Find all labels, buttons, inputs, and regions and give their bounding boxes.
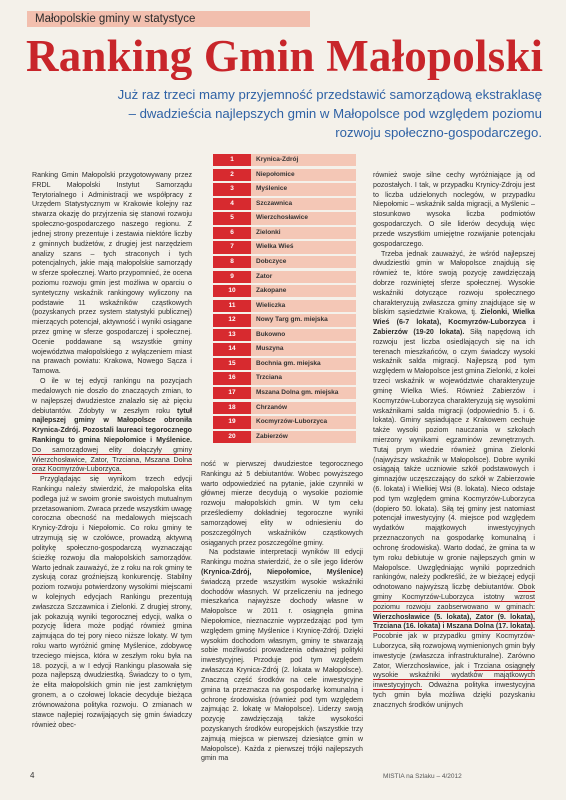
rank-number: 13 xyxy=(213,329,251,341)
municipality-name: Muszyna xyxy=(251,343,356,355)
highlight-text: Zielonki, Wielka Wieś (6-7 lokata), Kocmyrzów-Luborzyca i Zabierzów (19-20 lokata). xyxy=(373,308,535,336)
municipality-name: Bochnia gm. miejska xyxy=(251,358,356,370)
rank-number: 8 xyxy=(213,256,251,268)
paragraph: Na podstawie interpretacji wyników III edycji Rankingu można stwierdzić, że o sile jego liderów (Krynica-Zdrój, Niepołomice, Myślenice) świadczą przede wszystkim wysokie wskaźniki dochodów własnych. W przeliczeniu na jednego mieszkańca najwyższe dochody własne w Małopolsce w 2011 r. osiągnęła gmina Niepołomice, nieznacznie wyprzedzając pod tym względem gminę Myślenice i Krynicę-Zdrój. Dzięki wysokim dochodom własnym, gminy te stwarzają sobie możliwości prowadzenia odważnej polityki inwestycyjnej. Przoduje pod tym względem zwłaszcza Krynica-Zdrój (2. lokata w Małopolsce). Znaczną część środków na cele inwestycyjne gmina ta przeznacza na gospodarkę komunalną i ochronę środowiska (również pod tym względem zajmując 2. lokatę w Małopolsce). Liderzy swoją pozycję zawdzięczają także wysokości pozyskanych środków europejskich (wszystkie trzy zajmują miejsca w pierwszej dziesiątce gmin w Małopolsce). Każda z pierwszej trójki najlepszych gmin ma xyxy=(201,548,363,763)
paragraph: Przyglądając się wynikom trzech edycji Rankingu należy stwierdzić, że małopolska elita podlega już w swoim gronie swoistych mutualnym przetasowaniom. Zwraca przede wszystkim uwagę coroczna obecność na medalowych miejscach Krynicy-Zdroju i Niepołomic. Co roku gminy te utrzymują się w czołówce, prowadzą aktywną politykę społeczno-gospodarczą wyznaczając ścieżkę rozwoju dla małopolskich samorządów. Warto jednak zauważyć, że z roku na rok gminy te zyskują coraz groźniejszą konkurencję. Stabilny poziom rozwoju potwierdzony wysokimi miejscami w kolejnych edycjach Rankingu prezentują zwłaszcza Szczawnica i Zielonki. Z drugiej strony, jak pokazują wyniki tegorocznej edycji, walka o pozycję lidera może podjąć również gmina zajmująca do tej pory nieco niższe lokaty. W tym roku warto wyróżnić gminę Myślenice, zdobywcę trzeciego miejsca, która w zeszłym roku była na 18. pozycji, a w I edycji Rankingu plasowała się poza najlepszą dwudziestką. Świadczy to o tym, że elita małopolskich gmin nie jest zamkniętym gronem, a o czołowej lokacie decyduje bieżąca zrównoważona polityka rozwoju. O zmianach w stawce najlepiej rozwijających się gmin świadczy również obec- xyxy=(32,475,192,729)
paragraph: Ranking Gmin Małopolski przygotowywany przez FRDL Małopolski Instytut Samorządu Terytorialnego i Administracji we współpracy z Urzędem Statystycznym w Krakowie kolejny raz stwarza okazję do przyjrzenia się stanowi rozwoju społeczno-gospodarczego naszego regionu. Z jednej strony prezentuje i zestawia niektóre liczby z gminnych budżetów, z drugiej jest narzędziem analizy szans – tych straconych i tych potencjalnych, jakie mają małopolskie samorządy w sferze społecznej. Warto przypomnieć, że ocena poziomu rozwoju gmin jest możliwa w oparciu o syntetyczny wskaźnik rankingowy wyliczony na podstawie 11 wskaźników cząstkowych (pozyskanych przez system statystyki publicznej) mierzących potencjał, aktywność i wyniki osiągane przez gminę w sferze gospodarczej i społecznej. Ocenie poddawane są wszystkie gminy województwa małopolskiego z wyłączeniem miast na prawach powiatu: Krakowa, Nowego Sącza i Tarnowa. xyxy=(32,171,192,376)
article-title: Ranking Gmin Małopolski xyxy=(26,32,544,80)
ranking-row xyxy=(213,416,356,428)
ranking-row xyxy=(213,183,356,195)
municipality-name: Wieliczka xyxy=(251,300,356,312)
highlight-text: tytuł najlepszej gminy w Małopolsce obroniła Krynica-Zdrój. Pozostali laureaci tegorocznego Rankingu to gmina Niepołomice i Myślenice. xyxy=(32,406,192,444)
ranking-row xyxy=(213,402,356,414)
rank-number: 5 xyxy=(213,212,251,224)
rank-number: 7 xyxy=(213,241,251,253)
rank-number: 4 xyxy=(213,198,251,210)
ranking-row xyxy=(213,256,356,268)
ranking-row xyxy=(213,372,356,384)
rank-number: 15 xyxy=(213,358,251,370)
ranking-row xyxy=(213,431,356,443)
ranking-row xyxy=(213,314,356,326)
rank-number: 11 xyxy=(213,300,251,312)
municipality-name: Krynica-Zdrój xyxy=(251,154,356,166)
text-column-2 xyxy=(201,460,363,774)
text-column-1 xyxy=(32,171,192,774)
text-column-3 xyxy=(373,171,535,774)
paragraph: Trzeba jednak zauważyć, że wśród najlepszej dwudziestki gmin w Małopolsce znajdują się również te, które swoją pozycję zawdzięczają dobrze rozwiniętej sferze społecznej. Wysokie wskaźniki dotyczące rozwoju społecznego charakteryzują zwłaszcza gminy znajdujące się w bliskim sąsiedztwie Krakowa, tj. Zielonki, Wielka Wieś (6-7 lokata), Kocmyrzów-Luborzyca i Zabierzów (19-20 lokata). Siłą napędową ich rozwoju jest liczba osiedlających się na ich terenach mieszkańców, o czym świadczy wysoki wskaźnik salda migracji. Najlepszą pod tym względem w Małopolsce jest gmina Zielonki, z kolei trzeci wskaźnik w województwie charakteryzuje gminę Wielka Wieś. Również Zabierzów i Kocmyrzów-Luborzyca charakteryzują się wysokimi wskaźnikami salda migracji (odpowiednio 5. i 6. lokata). Gminy sąsiadujące z Krakowem cechuje także wysoki poziom nauczania w szkołach mierzony wynikami egzaminów zewnętrznych. Tutaj prym wiedzie również gmina Zielonki (najwyższy wskaźnik w Małopolsce). Dobre wyniki osiągają także uczniowie szkół podstawowych i gimnazjów uczęszczający do szkół w Zabierzowie (6. lokata) i Wielkiej Wsi (8. lokata). Nieco odstaje pod tym względem gmina Kocmyrzów-Luborzyca (dopiero 50. lokata). Siłą tej gminy jest natomiast potencjał inwestycyjny (4. miejsce pod względem wydatków majątkowych inwestycyjnych przeznaczonych na gospodarkę komunalną i ochronę środowiska). Warto dodać, że gmina ta w tym roku debiutuje w gronie najlepszych gmin w Małopolsce. Uwzględniając wyniki poprzednich rankingów, należy podkreślić, że w bieżącej edycji odnotowano najwyższą liczbę debiutantów. Obok gminy Kocmyrzów-Luborzyca istotny wzrost poziomu rozwoju zaobserwowano w gminach: Wierzchosławice (5. lokata), Zator (9. lokata), Trzciana (16. lokata) i Mszana Dolna (17. lokata). Pocobnie jak w przypadku gminy Kocmyrzów-Luborzyca, siłą rozwojową wymienionych gmin były inwestycje (zwłaszcza infrastrukturalne). Zarówno Zator, Wierzchosławice, jak i Trzciana osiągnęły wysokie wskaźniki wydatków majątkowych inwestycyjnych. Odważna polityka inwestycyjna tych gmin była możliwa dzięki pozyskaniu znacznych środków unijnych xyxy=(373,249,535,709)
rank-number: 6 xyxy=(213,227,251,239)
municipality-name: Niepołomice xyxy=(251,169,356,181)
highlight-text: Wierzchosławice (5. lokata), Zator (9. lokata), Trzciana (16. lokata) i Mszana Dolna (17. lokata). xyxy=(373,612,535,631)
ranking-row xyxy=(213,212,356,224)
rank-number: 1 xyxy=(213,154,251,166)
rank-number: 9 xyxy=(213,271,251,283)
municipality-name: Zielonki xyxy=(251,227,356,239)
municipality-name: Bukowno xyxy=(251,329,356,341)
rank-number: 3 xyxy=(213,183,251,195)
municipality-name: Zator xyxy=(251,271,356,283)
ranking-row xyxy=(213,227,356,239)
ranking-row xyxy=(213,271,356,283)
rank-number: 19 xyxy=(213,416,251,428)
municipality-name: Wierzchosławice xyxy=(251,212,356,224)
municipality-name: Wielka Wieś xyxy=(251,241,356,253)
ranking-table xyxy=(213,154,356,454)
ranking-row xyxy=(213,285,356,297)
ranking-row xyxy=(213,300,356,312)
rank-number: 14 xyxy=(213,343,251,355)
underlined-text: Trzciana osiągnęły wysokie wskaźniki wydatków majątkowych inwestycyjnych. xyxy=(373,661,535,690)
rank-number: 17 xyxy=(213,387,251,399)
rank-number: 10 xyxy=(213,285,251,297)
municipality-name: Chrzanów xyxy=(251,402,356,414)
municipality-name: Mszana Dolna gm. miejska xyxy=(251,387,356,399)
ranking-row xyxy=(213,329,356,341)
underlined-text: Do samorządowej elity dołączyły gminy Wierzchosławice, Zator, Trzciana, Mszana Dolna oraz Kocmyrzów-Luborzyca. xyxy=(32,445,192,474)
ranking-row xyxy=(213,198,356,210)
ranking-row xyxy=(213,241,356,253)
underlined-text: Obok gminy Kocmyrzów-Luborzyca istotny wzrost poziomu rozwoju zaobserwowano w gminach: xyxy=(373,583,535,611)
municipality-name: Kocmyrzów-Luborzyca xyxy=(251,416,356,428)
ranking-row xyxy=(213,154,356,166)
section-label: Małopolskie gminy w statystyce xyxy=(27,11,310,27)
paragraph: ność w pierwszej dwudziestce tegorocznego Rankingu aż 5 debiutantów. Wobec powyższego warto odpowiedzieć na pytanie, jakie czynniki w głównej mierze decydują o wysokie poziomie rozwoju małopolskich gmin. W tym celu prześlediemy dokładniej tegoroczne wyniki samorządowej elity w odniesieniu do poszczególnych wskaźników cząstkowych osiąganych przez poszczególne gminy. xyxy=(201,460,363,547)
municipality-name: Dobczyce xyxy=(251,256,356,268)
municipality-name: Zakopane xyxy=(251,285,356,297)
rank-number: 12 xyxy=(213,314,251,326)
ranking-row xyxy=(213,358,356,370)
paragraph: również swoje silne cechy wyróżniające ją od pozostałych. I tak, w przypadku Krynicy-Zdroju jest to liczba udzielonych noclegów, w przypadku Niepołomic – wskaźnik salda migracji, a Myślenic – stosunkowo wysoka liczba podmiotów gospodarczych. O sile liderów decydują więc przede wszystkim umiejętne rozwijanie potencjału gospodarczego. xyxy=(373,171,535,248)
municipality-name: Nowy Targ gm. miejska xyxy=(251,314,356,326)
municipality-name: Trzciana xyxy=(251,372,356,384)
ranking-row xyxy=(213,343,356,355)
article-lead: Już raz trzeci mamy przyjemność przedstawić samorządową ekstraklasę – dwadzieścia najlepszych gmin w Małopolsce pod względem poziomu rozwoju społeczno-gospodarczego. xyxy=(117,87,542,140)
page-number: 4 xyxy=(30,771,35,780)
municipality-name: Myślenice xyxy=(251,183,356,195)
magazine-footer: MISTIA na Szlaku – 4/2012 xyxy=(383,773,462,780)
municipality-name: Szczawnica xyxy=(251,198,356,210)
highlight-text: (Krynica-Zdrój, Niepołomice, Myślenice) xyxy=(201,567,363,576)
rank-number: 20 xyxy=(213,431,251,443)
rank-number: 16 xyxy=(213,372,251,384)
ranking-row xyxy=(213,387,356,399)
municipality-name: Zabierzów xyxy=(251,431,356,443)
rank-number: 18 xyxy=(213,402,251,414)
paragraph: O ile w tej edycji rankingu na pozycjach medalowych nie doszło do znaczących zmian, to w najlepszej dwudziestce znalazło się aż pięciu debiutantów. Zdobyty w zeszłym roku tytuł najlepszej gminy w Małopolsce obroniła Krynica-Zdrój. Pozostali laureaci tegorocznego Rankingu to gmina Niepołomice i Myślenice. Do samorządowej elity dołączyły gminy Wierzchosławice, Zator, Trzciana, Mszana Dolna oraz Kocmyrzów-Luborzyca. xyxy=(32,377,192,474)
rank-number: 2 xyxy=(213,169,251,181)
ranking-row xyxy=(213,169,356,181)
